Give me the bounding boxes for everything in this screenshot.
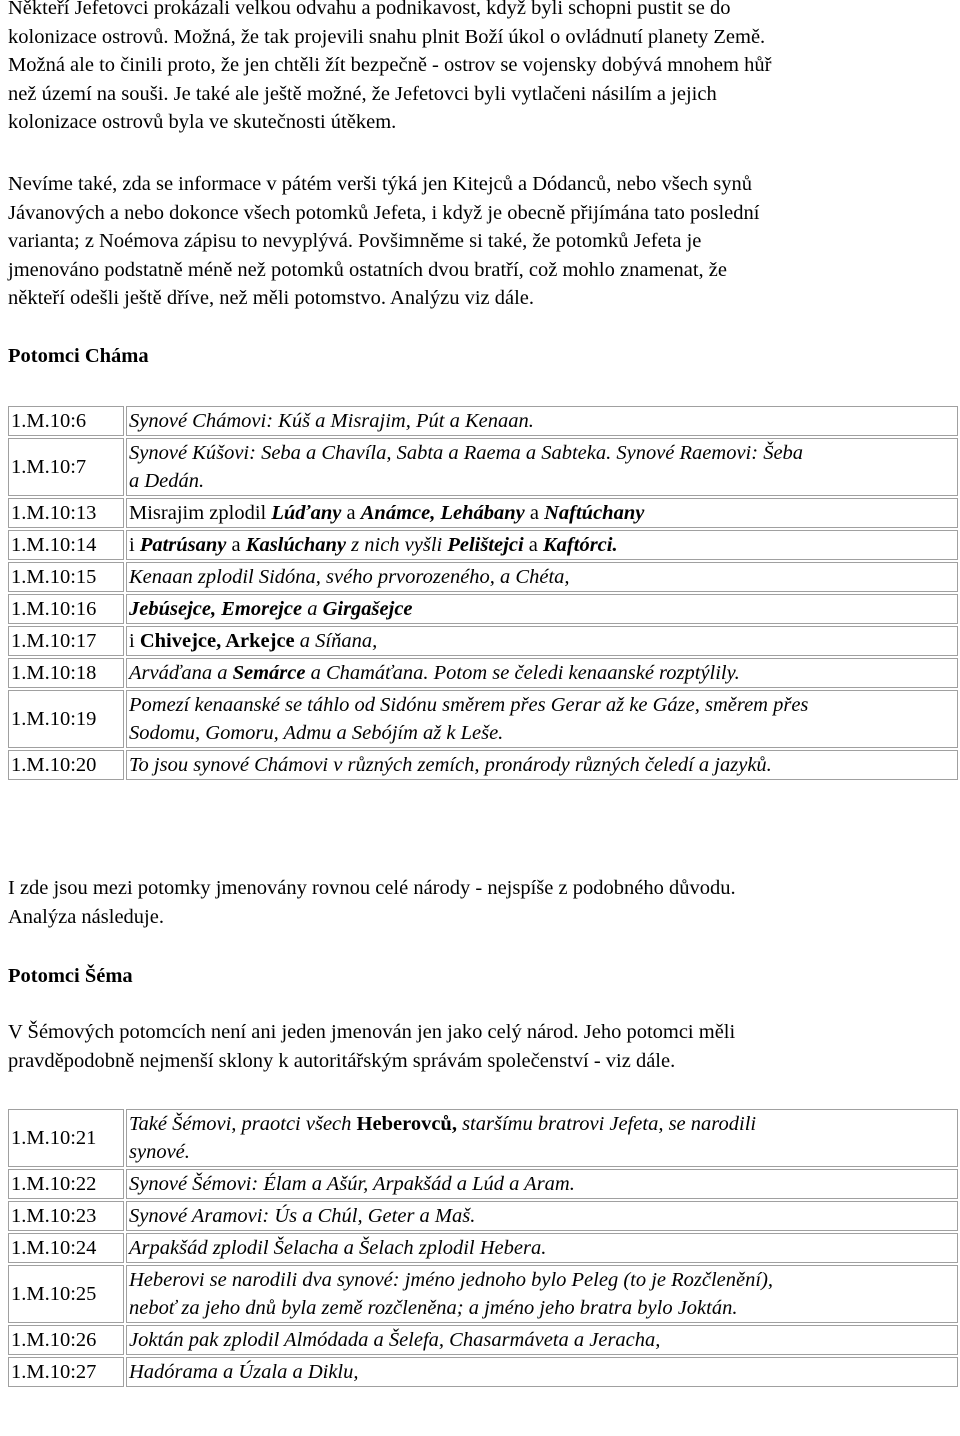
verse-row (8, 562, 958, 592)
text-line: kolonizace ostrovů byla ve skutečnosti útěkem. (8, 111, 397, 133)
text-line: varianta; z Noémova zápisu to nevyplývá. Povšimněme si také, že potomků Jefeta je (8, 230, 702, 252)
intro-paragraph-1 (8, 0, 954, 137)
verse-text-segment: Arpakšád zplodil Šelacha a Šelach zplodil Hebera. (129, 1237, 547, 1259)
verse-text (126, 498, 958, 528)
text-line: Jávanových a nebo dokonce všech potomků Jefeta, i když je obecně přijímána tato poslední (8, 201, 760, 224)
verse-reference: 1.M.10:19 (8, 690, 124, 748)
verse-text-segment: Patrúsany (139, 534, 227, 556)
verse-text-segment: i (129, 534, 140, 556)
verse-row (8, 530, 958, 560)
text-line: I zde jsou mezi potomky jmenovány rovnou celé národy - nejspíše z podobného důvodu. (8, 877, 736, 899)
verse-text-segment: Synové Chámovi: Kúš a Misrajim, Pút a Kenaan. (129, 410, 534, 432)
verse-text-segment: Synové Kúšovi: Seba a Chavíla, Sabta a Raema a Sabteka. Synové Raemovi: Šeba (129, 442, 804, 464)
verse-text-segment: neboť za jeho dnů byla země rozčleněna; a jméno jeho bratra bylo Joktán. (129, 1297, 738, 1319)
verse-text-line (129, 1110, 955, 1138)
verse-text (126, 658, 958, 688)
verse-text-line (129, 595, 955, 623)
verse-text (126, 1169, 958, 1199)
verse-text-line (129, 1202, 955, 1230)
text-line: V Šémových potomcích není ani jeden jmenován jen jako celý národ. Jeho potomci měli (8, 1021, 736, 1043)
verse-row (8, 1169, 958, 1199)
verse-text-segment: i (129, 630, 140, 652)
verse-text (126, 406, 958, 436)
verse-text-segment: a (341, 502, 361, 524)
verse-row (8, 1109, 958, 1167)
verse-text-segment: a Síňana, (294, 630, 378, 652)
section-heading-shem: Potomci Šéma (8, 965, 133, 987)
verse-text-line (129, 751, 955, 779)
verse-text-line (129, 1294, 955, 1322)
verse-text-segment: Anámce, Lehábany (360, 502, 525, 524)
verse-reference: 1.M.10:24 (8, 1233, 124, 1263)
section-heading-cham: Potomci Cháma (8, 345, 149, 367)
verse-text-line (129, 1326, 955, 1354)
verse-row (8, 1357, 958, 1387)
verse-reference: 1.M.10:27 (8, 1357, 124, 1387)
text-line: pravděpodobně nejmenší sklony k autoritářským správám společenství - viz dále. (8, 1049, 676, 1072)
verse-reference: 1.M.10:16 (8, 594, 124, 624)
verse-text-segment: z nich vyšli (346, 534, 448, 556)
verse-text-segment: Sodomu, Gomoru, Admu a Sebójím až k Leše. (129, 722, 504, 744)
verse-text-segment: a Dedán. (129, 470, 205, 492)
verse-row (8, 658, 958, 688)
verse-row (8, 498, 958, 528)
verse-text-line (129, 627, 955, 655)
verse-text-line (129, 659, 955, 687)
verse-text-line (129, 1266, 955, 1294)
verse-text-segment: Synové Šémovi: Élam a Ašúr, Arpakšád a Lúd a Aram. (129, 1173, 575, 1195)
text-line: někteří odešli ještě dříve, než měli potomstvo. Analýzu viz dále. (8, 287, 535, 309)
verse-text-segment: a (226, 534, 246, 556)
verse-text-line (129, 467, 955, 495)
text-line: Někteří Jefetovci prokázali velkou odvahu a podnikavost, když byli schopni pustit se do (8, 0, 731, 19)
verse-text-segment: Jebúsejce, Emorejce (129, 598, 303, 620)
verse-reference: 1.M.10:13 (8, 498, 124, 528)
verse-text (126, 1233, 958, 1263)
text-line: jmenováno podstatně méně než potomků ostatních dvou bratří, což mohlo znamenat, že (8, 258, 727, 281)
verse-text-segment: Kaftórci. (543, 534, 618, 556)
verse-reference: 1.M.10:26 (8, 1325, 124, 1355)
verse-row (8, 406, 958, 436)
verse-text-segment: a Chamáťana. Potom se čeledi kenaanské rozptýlily. (305, 662, 740, 684)
text-line: Nevíme také, zda se informace v pátém verši týká jen Kitejců a Dódanců, nebo všech synů (8, 173, 752, 195)
verse-text (126, 690, 958, 748)
verse-text-segment: Joktán pak zplodil Almódada a Šelefa, Chasarmáveta a Jeracha, (129, 1329, 661, 1351)
verse-reference: 1.M.10:17 (8, 626, 124, 656)
verse-reference: 1.M.10:7 (8, 438, 124, 496)
verse-row (8, 1233, 958, 1263)
text-line: než území na souši. Je také ale ještě možné, že Jefetovci byli vytlačeni násilím a jejich (8, 82, 717, 105)
verse-reference: 1.M.10:18 (8, 658, 124, 688)
verse-text-line (129, 499, 955, 527)
verse-reference: 1.M.10:25 (8, 1265, 124, 1323)
verse-reference: 1.M.10:15 (8, 562, 124, 592)
verse-text-segment: Také Šémovi, praotci všech (129, 1113, 357, 1135)
verse-text (126, 1265, 958, 1323)
verse-text-segment: To jsou synové Chámovi v různých zemích, pronárody různých čeledí a jazyků. (129, 754, 772, 776)
verse-text-segment: Pelištejci (447, 534, 524, 556)
verse-text-segment: Misrajim zplodil (129, 502, 272, 524)
verse-text (126, 562, 958, 592)
text-line: Možná ale to činili proto, že jen chtěli žít bezpečně - ostrov se vojensky dobývá mnohem hůř (8, 54, 772, 76)
verse-row (8, 438, 958, 496)
verse-text-segment: Chivejce, Arkejce (139, 630, 295, 652)
text-line: Analýza následuje. (8, 905, 164, 928)
verse-reference: 1.M.10:23 (8, 1201, 124, 1231)
verse-text-line (129, 563, 955, 591)
verse-text (126, 1109, 958, 1167)
verse-text-line (129, 719, 955, 747)
verse-text (126, 1201, 958, 1231)
verse-text-segment: Naftúchany (544, 502, 645, 524)
verse-text-segment: staršímu bratrovi Jefeta, se narodili (456, 1113, 757, 1135)
verse-text (126, 1357, 958, 1387)
verse-text-line (129, 1170, 955, 1198)
verse-text-segment: Heberovi se narodili dva synové: jméno jednoho bylo Peleg (to je Rozčlenění), (129, 1269, 774, 1291)
intro-paragraph-2 (8, 170, 954, 313)
verse-text-segment: Pomezí kenaanské se táhlo od Sidónu směrem přes Gerar až ke Gáze, směrem přes (129, 694, 809, 716)
verse-text-line (129, 1234, 955, 1262)
verse-text-segment: Arváďana a (129, 662, 233, 684)
verse-text (126, 1325, 958, 1355)
verse-reference: 1.M.10:22 (8, 1169, 124, 1199)
verse-text (126, 594, 958, 624)
verse-row (8, 1201, 958, 1231)
verse-text (126, 626, 958, 656)
verse-table-cham (6, 404, 960, 782)
verse-table-shem (6, 1107, 960, 1389)
verse-row (8, 1325, 958, 1355)
verse-text-segment: Synové Aramovi: Ús a Chúl, Geter a Maš. (129, 1205, 476, 1227)
verse-reference: 1.M.10:21 (8, 1109, 124, 1167)
verse-reference: 1.M.10:20 (8, 750, 124, 780)
verse-text-segment: a (524, 502, 545, 524)
verse-text-line (129, 1358, 955, 1386)
verse-row (8, 626, 958, 656)
verse-text-segment: a (302, 598, 323, 620)
verse-row (8, 594, 958, 624)
verse-row (8, 750, 958, 780)
verse-text-segment: Semárce (232, 662, 306, 684)
verse-text-line (129, 1138, 955, 1166)
verse-text-segment: a (523, 534, 543, 556)
verse-text-segment: Girgašejce (322, 598, 413, 620)
verse-row (8, 1265, 958, 1323)
verse-text-line (129, 691, 955, 719)
verse-text-line (129, 439, 955, 467)
middle-paragraph (8, 874, 954, 931)
verse-text-segment: Kenaan zplodil Sidóna, svého prvorozeného, a Chéta, (129, 566, 570, 588)
verse-text-segment: Hadórama a Úzala a Diklu, (129, 1361, 359, 1383)
verse-text-segment: Kaslúchany (245, 534, 347, 556)
verse-text (126, 530, 958, 560)
verse-text (126, 750, 958, 780)
verse-text-line (129, 531, 955, 559)
verse-text (126, 438, 958, 496)
verse-text-segment: Heberovců, (356, 1113, 457, 1135)
verse-text-segment: synové. (129, 1141, 190, 1163)
verse-reference: 1.M.10:14 (8, 530, 124, 560)
shem-intro-paragraph (8, 1018, 954, 1075)
verse-text-line (129, 407, 955, 435)
text-line: kolonizace ostrovů. Možná, že tak projevili snahu plnit Boží úkol o ovládnutí planety Země. (8, 25, 766, 48)
verse-reference: 1.M.10:6 (8, 406, 124, 436)
verse-text-segment: Lúďany (271, 502, 342, 524)
verse-row (8, 690, 958, 748)
